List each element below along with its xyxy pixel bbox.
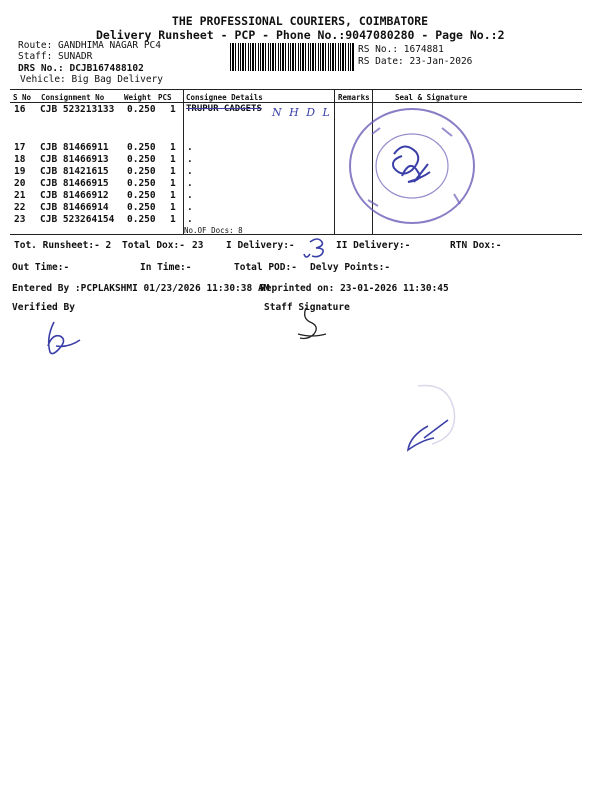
delvy-points: Delvy Points:-	[310, 262, 391, 273]
ii-delivery: II Delivery:-	[336, 240, 411, 251]
row-consignment: CJB 81466911	[40, 142, 109, 153]
col-seal: Seal & Signature	[395, 93, 468, 102]
col-consignee: Consignee Details	[186, 93, 263, 102]
table-row	[0, 142, 600, 154]
row-pcs: 1	[170, 166, 176, 177]
row-consignment: CJB 523213133	[40, 104, 115, 115]
row-weight: 0.250	[127, 142, 156, 153]
row-pcs: 1	[170, 178, 176, 189]
row-weight: 0.250	[127, 166, 156, 177]
row-sno: 17	[14, 142, 26, 153]
col-remarks: Remarks	[338, 93, 370, 102]
row-sno: 21	[14, 190, 26, 201]
col-consignment: Consignment No	[41, 93, 105, 102]
row-consignee: TRUPUR CADGETS	[186, 104, 262, 114]
row-consignment: CJB 81466913	[40, 154, 109, 165]
out-time: Out Time:-	[12, 262, 70, 273]
row-pcs: 1	[170, 104, 176, 115]
row-pcs: 1	[170, 142, 176, 153]
total-dox-label: Total Dox:-	[122, 240, 185, 251]
row-consignee: .	[187, 202, 193, 213]
reprinted-on: Reprinted on: 23-01-2026 11:30:45	[260, 283, 449, 294]
row-consignee: .	[187, 142, 193, 153]
row-consignment: CJB 81421615	[40, 166, 109, 177]
row-weight: 0.250	[127, 190, 156, 201]
row-consignment: CJB 81466915	[40, 178, 109, 189]
in-time: In Time:-	[140, 262, 192, 273]
table-row	[0, 214, 600, 226]
bleed-through-mark	[388, 376, 468, 456]
verifier-signature	[36, 318, 86, 360]
staff-signature-scrawl	[292, 306, 332, 344]
row-weight: 0.250	[127, 202, 156, 213]
table-header-border	[10, 102, 582, 103]
row-pcs: 1	[170, 190, 176, 201]
runsheet-title: Delivery Runsheet - PCP - Phone No.:9047080280 - Page No.:2	[96, 28, 505, 42]
tot-runsheet: Tot. Runsheet:- 2	[14, 240, 112, 251]
row-sno: 16	[14, 104, 26, 115]
table-row	[0, 202, 600, 214]
row-pcs: 1	[170, 202, 176, 213]
verified-by: Verified By	[12, 302, 75, 313]
entered-by: Entered By :PCPLAKSHMI 01/23/2026 11:30:38 AM	[12, 283, 270, 294]
row-consignee: .	[187, 178, 193, 189]
row-consignee: .	[187, 190, 193, 201]
table-row	[0, 166, 600, 178]
col-weight: Weight	[124, 93, 152, 102]
total-dox-value: 23	[192, 240, 204, 251]
col-pcs: PCS	[158, 93, 172, 102]
table-row	[0, 190, 600, 202]
total-pod: Total POD:-	[234, 262, 297, 273]
rs-date: RS Date: 23-Jan-2026	[358, 56, 473, 67]
company-name: THE PROFESSIONAL COURIERS, COIMBATORE	[171, 14, 429, 28]
row-sno: 23	[14, 214, 26, 225]
row-sno: 18	[14, 154, 26, 165]
drs-number: DRS No.: DCJB167488102	[18, 63, 144, 74]
delivery-stamp	[342, 104, 482, 229]
row-consignee: .	[187, 166, 193, 177]
row-sno: 22	[14, 202, 26, 213]
barcode	[230, 43, 355, 71]
staff-signature: Staff Signature	[264, 302, 350, 313]
no-of-docs: No.OF Docs: 8	[184, 226, 243, 235]
table-bottom-border	[10, 234, 582, 235]
row-sno: 20	[14, 178, 26, 189]
row-consignment: CJB 523264154	[40, 214, 115, 225]
col-sno: S No	[13, 93, 32, 102]
table-row	[0, 178, 600, 190]
staff: Staff: SUNADR	[18, 51, 93, 62]
handwritten-remark: N H D L	[272, 106, 332, 119]
i-delivery: I Delivery:-	[226, 240, 295, 251]
delivery-count-scribble	[300, 236, 336, 260]
row-weight: 0.250	[127, 214, 156, 225]
row-sno: 19	[14, 166, 26, 177]
table-row	[0, 154, 600, 166]
row-weight: 0.250	[127, 104, 156, 115]
vehicle: Vehicle: Big Bag Delivery	[20, 74, 163, 85]
row-consignment: CJB 81466914	[40, 202, 109, 213]
row-weight: 0.250	[127, 154, 156, 165]
row-weight: 0.250	[127, 178, 156, 189]
row-pcs: 1	[170, 154, 176, 165]
rs-number: RS No.: 1674881	[358, 44, 444, 55]
route: Route: GANDHIMA NAGAR PC4	[18, 40, 161, 51]
rtn-dox: RTN Dox:-	[450, 240, 502, 251]
row-consignee: .	[187, 154, 193, 165]
row-consignment: CJB 81466912	[40, 190, 109, 201]
table-top-border	[10, 89, 582, 90]
row-pcs: 1	[170, 214, 176, 225]
row-consignee: .	[187, 214, 193, 225]
